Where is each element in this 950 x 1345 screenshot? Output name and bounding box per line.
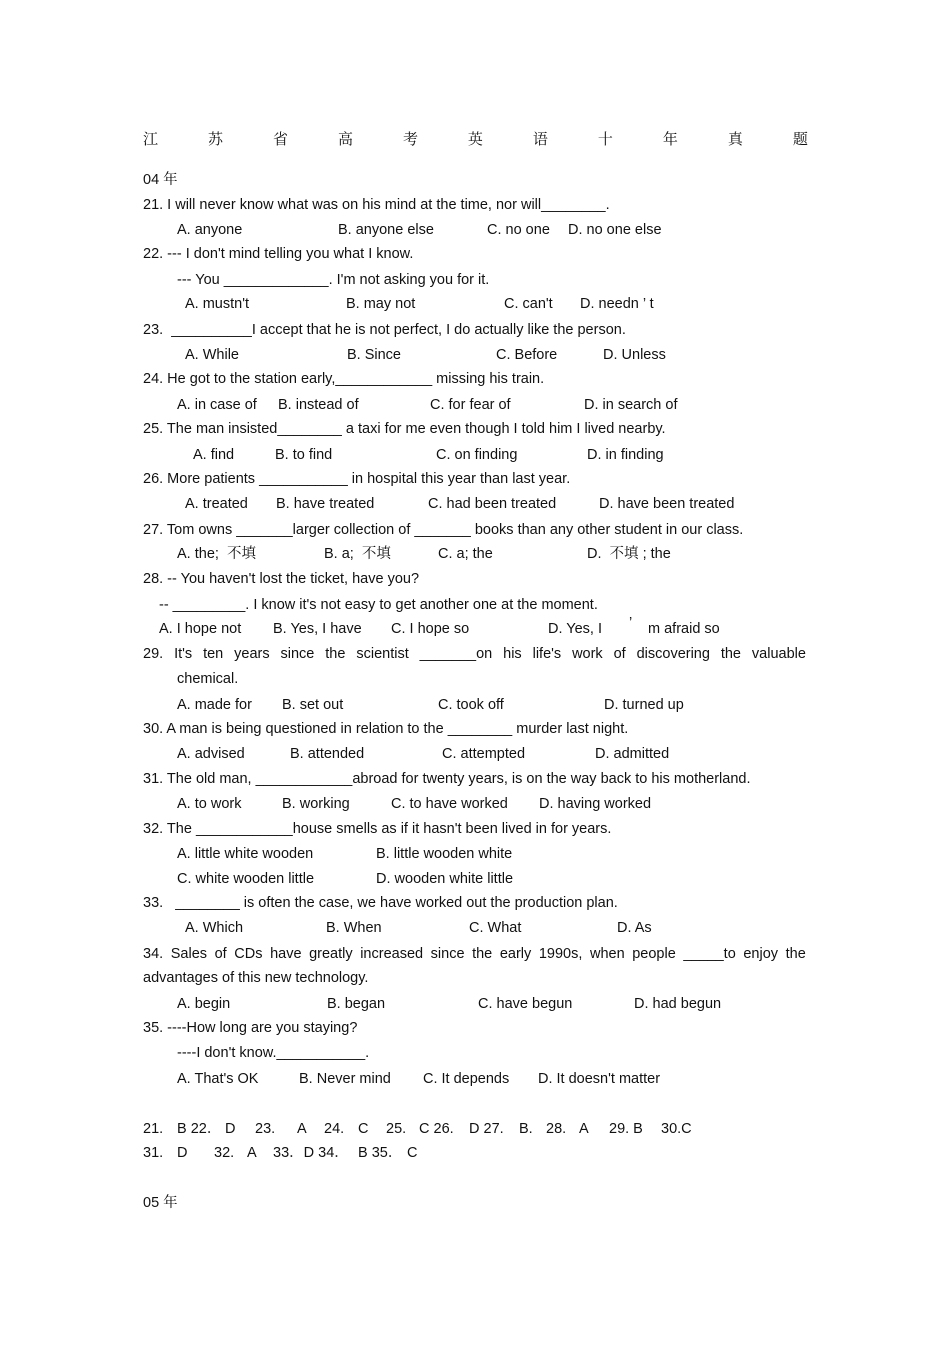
option: B. When (326, 920, 382, 936)
answer-key: D 27. (469, 1121, 504, 1137)
option: D. As (617, 920, 652, 936)
stem-word: of (214, 946, 227, 962)
option: A. advised (177, 746, 245, 762)
option: C. a; the (438, 546, 493, 562)
option: D. It doesn't matter (538, 1071, 661, 1087)
option: A. treated (185, 496, 248, 512)
option: D. Yes, I (548, 621, 603, 637)
stem-word: of (613, 646, 626, 662)
stem-word: _____to (683, 946, 736, 962)
option: D. in search of (584, 397, 678, 413)
option: C. white wooden little (177, 871, 315, 887)
option: C. to have worked (391, 796, 508, 812)
option: C. What (469, 920, 522, 936)
title-char: 考 (402, 130, 418, 148)
answer-key: B 22． (177, 1121, 222, 1137)
title-char: 十 (597, 130, 613, 148)
stem-word: the (472, 946, 493, 962)
answer-key: 29. B (609, 1121, 643, 1137)
question-23: 23. __________I accept that he is not perfect, I do actually like the person. (143, 322, 626, 338)
stem-word: people (632, 946, 676, 962)
option: m afraid so (648, 621, 720, 637)
answer-key: 32. (214, 1145, 235, 1161)
title-char: 高 (337, 130, 353, 148)
stem-word: since (430, 946, 465, 962)
option: D. admitted (595, 746, 670, 762)
option: B. a; 不填 (324, 546, 391, 562)
option: D. having worked (539, 796, 652, 812)
question-28-reply: -- _________. I know it's not easy to get another one at the moment. (159, 597, 598, 613)
option: B. have treated (276, 496, 375, 512)
stem-word: have (270, 946, 302, 962)
stem-word: discovering (636, 646, 710, 662)
title-char: 题 (792, 130, 808, 148)
question-35: 35. ----How long are you staying? (143, 1020, 358, 1036)
answer-key: B. (519, 1121, 533, 1137)
option: A. anyone (177, 222, 243, 238)
option: A. mustn't (185, 296, 250, 312)
option: C. on finding (436, 447, 518, 463)
stem-word: ten (203, 646, 224, 662)
option: C. Before (496, 347, 558, 363)
stem-word: increased (360, 946, 424, 962)
question-34 (143, 945, 806, 963)
question-25: 25. The man insisted________ a taxi for me even though I told him I lived nearby. (143, 421, 666, 437)
stem-word: years (234, 646, 270, 662)
stem-word: scientist (356, 646, 409, 662)
option: D. no one else (568, 222, 662, 238)
stem-word: the (720, 646, 742, 662)
answer-key: 25. (386, 1121, 407, 1137)
question-35-reply: ----I don't know.___________. (177, 1045, 370, 1061)
stem-word: life's (532, 646, 562, 662)
option: A. little white wooden (177, 846, 314, 862)
title-char: 省 (272, 130, 288, 148)
answer-key: 21. (143, 1121, 164, 1137)
page-title (143, 128, 808, 149)
stem-word: It's (174, 646, 193, 662)
option: B. instead of (278, 397, 359, 413)
option: B. Yes, I have (273, 621, 362, 637)
question-27: 27. Tom owns _______larger collection of _______ books than any other student in our class. (143, 522, 744, 538)
stem-word: early (499, 946, 532, 962)
answer-key: C (407, 1145, 418, 1161)
question-34-cont: advantages of this new technology. (143, 970, 369, 986)
option: B. attended (290, 746, 365, 762)
stem-word: work (572, 646, 603, 662)
option: D. had begun (634, 996, 722, 1012)
option: C. It depends (423, 1071, 510, 1087)
question-22: 22. --- I don't mind telling you what I know. (143, 246, 414, 262)
option: B. working (282, 796, 350, 812)
option: D. needn ’ t (580, 296, 654, 312)
question-21: 21. I will never know what was on his mind at the time, nor will________. (143, 197, 610, 213)
option: D. have been treated (599, 496, 735, 512)
option: C. attempted (442, 746, 526, 762)
question-28: 28. -- You haven't lost the ticket, have you? (143, 571, 420, 587)
answer-key: A (247, 1145, 257, 1161)
option: D. in finding (587, 447, 664, 463)
option: B. little wooden white (376, 846, 513, 862)
stem-word: enjoy (743, 946, 779, 962)
answer-key: 24. (324, 1121, 345, 1137)
option: A. to work (177, 796, 242, 812)
question-33: 33. ________ is often the case, we have worked out the production plan. (143, 895, 618, 911)
option: D. turned up (604, 697, 684, 713)
option: C. I hope so (391, 621, 470, 637)
answer-key: 33．D 34． (273, 1145, 349, 1161)
option: D. wooden white little (376, 871, 514, 887)
option: B. began (327, 996, 386, 1012)
option: B. set out (282, 697, 344, 713)
option: C. can't (504, 296, 553, 312)
stem-word: his (503, 646, 522, 662)
question-30: 30. A man is being questioned in relation to the ________ murder last night. (143, 721, 629, 737)
answer-key: C (358, 1121, 369, 1137)
title-char: 真 (727, 130, 743, 148)
title-char: 英 (467, 130, 483, 148)
option: A. the; 不填 (177, 546, 256, 562)
stem-word: 1990s, (538, 946, 583, 962)
question-29-cont: chemical. (177, 671, 239, 687)
question-26: 26. More patients ___________ in hospital this year than last year. (143, 471, 571, 487)
stem-word: Sales (170, 946, 208, 962)
answer-key: B 35． (358, 1145, 403, 1161)
stem-word: 29. (143, 646, 164, 662)
title-char: 年 (662, 130, 678, 148)
answer-key: C 26. (419, 1121, 454, 1137)
answer-key: D (177, 1145, 188, 1161)
answer-key: 23. (255, 1121, 276, 1137)
option: C. have begun (478, 996, 573, 1012)
option: A. That's OK (177, 1071, 259, 1087)
option: A. begin (177, 996, 231, 1012)
option: A. find (193, 447, 235, 463)
option: C. took off (438, 697, 504, 713)
stem-word: when (589, 946, 625, 962)
question-24: 24. He got to the station early,____________ missing his train. (143, 371, 545, 387)
option: A. I hope not (159, 621, 242, 637)
option: A. in case of (177, 397, 257, 413)
option: D. Unless (603, 347, 666, 363)
stem-word: _______on (419, 646, 493, 662)
option: B. Since (347, 347, 401, 363)
title-char: 江 (143, 130, 159, 148)
answer-key: A (579, 1121, 589, 1137)
question-32: 32. The ____________house smells as if it hasn't been lived in for years. (143, 821, 612, 837)
title-char: 苏 (207, 130, 223, 148)
option: B. Never mind (299, 1071, 391, 1087)
stem-word: CDs (234, 946, 263, 962)
answer-key: 28. (546, 1121, 567, 1137)
title-char: 语 (532, 130, 548, 148)
question-29 (143, 645, 806, 663)
option: B. to find (275, 447, 333, 463)
answer-key: 31. (143, 1145, 164, 1161)
option: C. for fear of (430, 397, 511, 413)
option: A. made for (177, 697, 252, 713)
year-heading-04: 04 年 (143, 172, 178, 188)
stem-word: valuable (751, 646, 806, 662)
year-heading-05: 05 年 (143, 1195, 178, 1211)
option: D. 不填 ; the (587, 546, 671, 562)
stem-word: the (785, 946, 806, 962)
stem-word: since (280, 646, 315, 662)
question-31: 31. The old man, ____________abroad for twenty years, is on the way back to his motherland. (143, 771, 751, 787)
option: B. may not (346, 296, 416, 312)
stem-word: the (325, 646, 346, 662)
option: C. no one (487, 222, 550, 238)
answer-key: D (225, 1121, 236, 1137)
option: B. anyone else (338, 222, 434, 238)
stem-word: greatly (309, 946, 353, 962)
answer-key: 30.C (661, 1121, 692, 1137)
option: C. had been treated (428, 496, 557, 512)
option-apostrophe: ’ (629, 615, 633, 631)
option: A. While (185, 347, 239, 363)
stem-word: 34. (143, 946, 164, 962)
answer-key: A (297, 1121, 307, 1137)
option: A. Which (185, 920, 244, 936)
question-22-reply: --- You _____________. I'm not asking you for it. (177, 272, 490, 288)
